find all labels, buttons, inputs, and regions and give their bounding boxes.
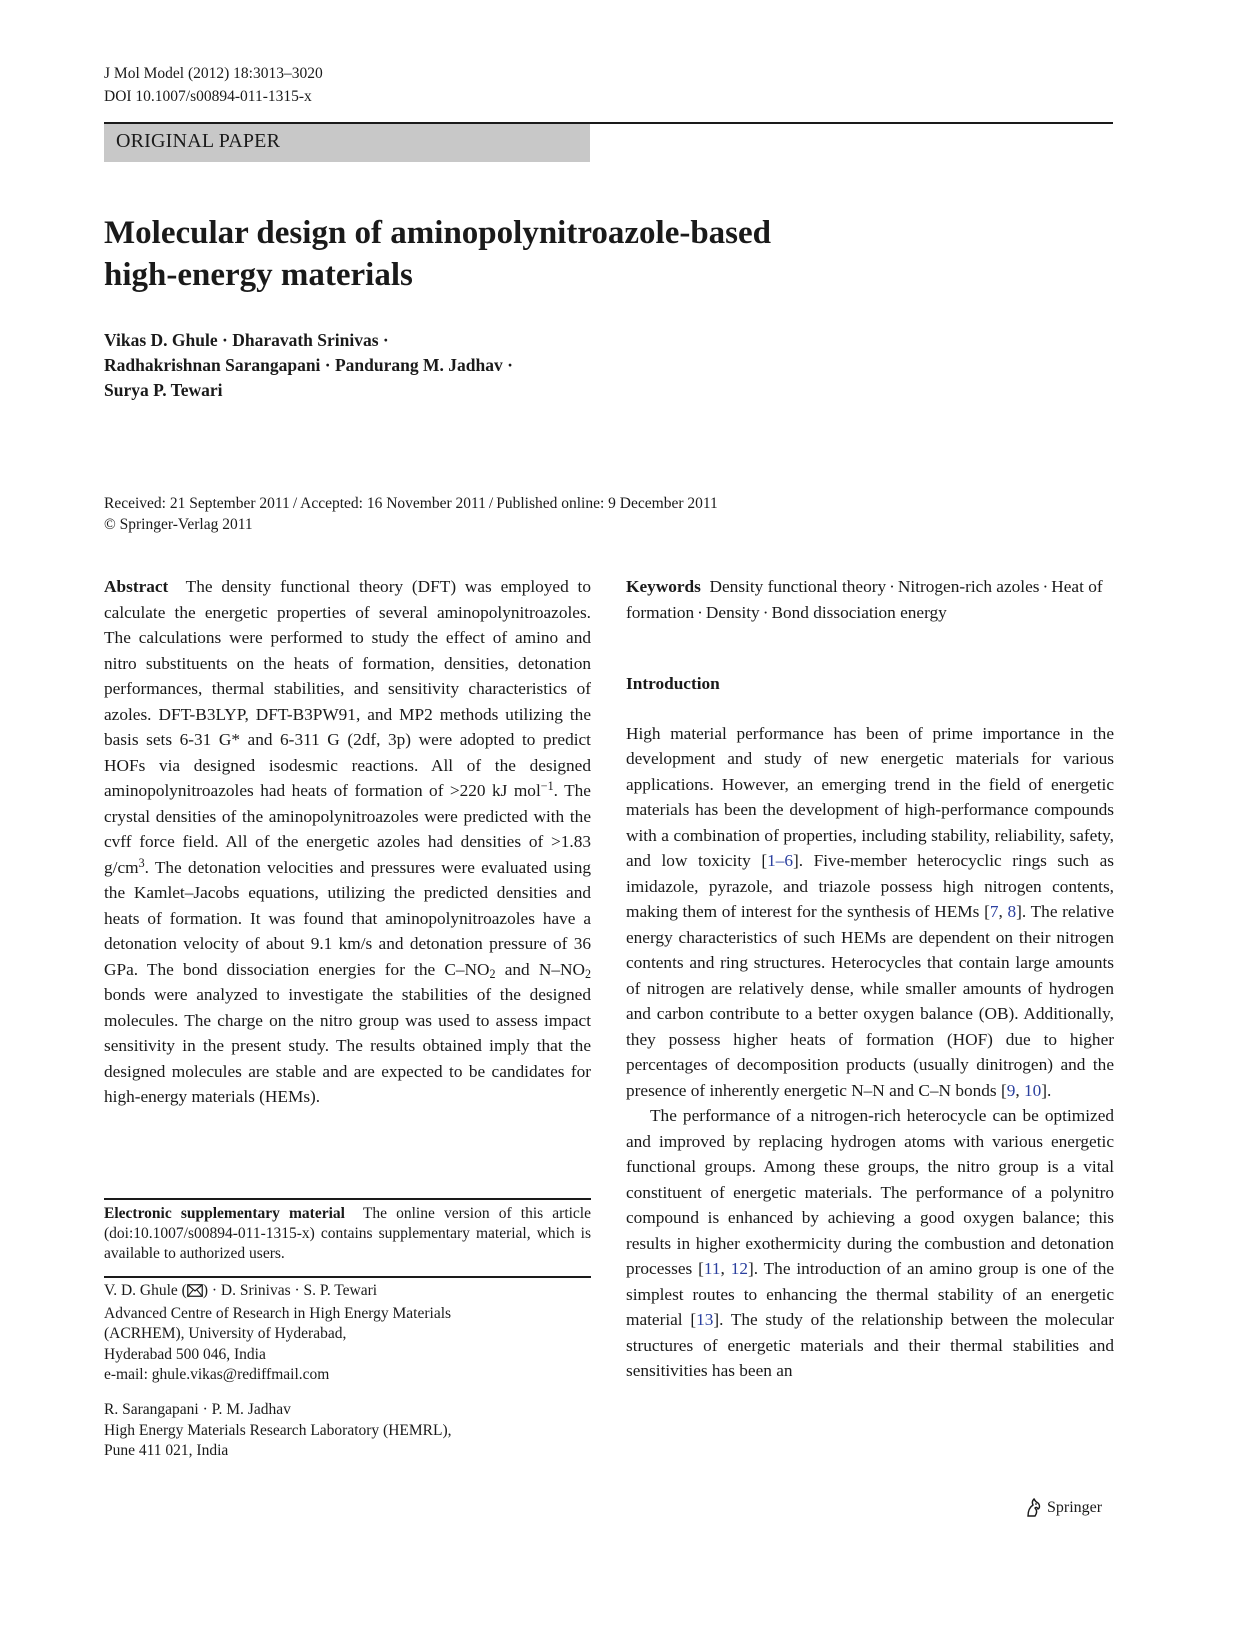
keyword: Nitrogen-rich azoles bbox=[897, 577, 1040, 596]
keywords-label: Keywords bbox=[626, 577, 701, 596]
citation-link[interactable]: 10 bbox=[1024, 1080, 1042, 1100]
supplementary-label: Electronic supplementary material bbox=[104, 1205, 345, 1222]
authors-line-1: Vikas D. Ghule · Dharavath Srinivas · bbox=[104, 330, 389, 350]
email[interactable]: e-mail: ghule.vikas@rediffmail.com bbox=[104, 1366, 330, 1383]
publication-dates bbox=[104, 493, 718, 535]
supplementary-rule bbox=[104, 1198, 591, 1200]
citation-link[interactable]: 11 bbox=[703, 1259, 721, 1278]
paper-title bbox=[104, 212, 1004, 296]
affiliation-2: R. Sarangapani · P. M. Jadhav High Energy Materials Research Laboratory (HEMRL), Pune 411 021, India bbox=[104, 1401, 452, 1459]
introduction-heading: Introduction bbox=[626, 674, 720, 693]
publisher-logo bbox=[1024, 1498, 1102, 1518]
date-separator: / bbox=[488, 495, 494, 512]
keywords: Keywords Density functional theory · Nitrogen-rich azoles · Heat of formation · Density · Bond dissociation energy bbox=[626, 577, 1103, 622]
intro-paragraph-2: The performance of a nitrogen-rich heterocycle can be optimized and improved by replacing hydrogen atoms with various energetic functional groups. Among these groups, the nitro group is a vital constituent of energetic materials. The performance of a polynitro compound is enhanced by achieving a good oxygen balance; this results in higher exothermicity during the combustion and detonation processes [11, 12]. The introduction of an amino group is one of the simplest routes to enhancing the thermal stability of an energetic material [13]. The study of the relationship between the molecular structures of energetic materials and their thermal stabilities and sensitivities has been an bbox=[626, 1106, 1115, 1380]
section-label: ORIGINAL PAPER bbox=[116, 130, 281, 152]
authors-line-2: Radhakrishnan Sarangapani · Pandurang M. Jadhav · bbox=[104, 355, 513, 375]
supplementary-text: The online version of this article (doi:10.1007/s00894-011-1315-x) contains supplementary material, which is available to authorized users. bbox=[104, 1205, 591, 1262]
citation-link[interactable]: 7 bbox=[989, 902, 999, 921]
abstract-column bbox=[104, 574, 591, 1110]
citation-link[interactable]: 9 bbox=[1006, 1080, 1016, 1100]
accepted-date: Accepted: 16 November 2011 bbox=[300, 495, 486, 512]
title-line-2: high-energy materials bbox=[104, 257, 413, 293]
citation-link[interactable]: 12 bbox=[730, 1259, 748, 1278]
keyword: Density functional theory bbox=[709, 577, 887, 596]
journal-citation: J Mol Model (2012) 18:3013–3020 bbox=[104, 65, 323, 82]
keyword: Density bbox=[705, 602, 760, 622]
affiliation-rule bbox=[104, 1276, 591, 1278]
title-line-1: Molecular design of aminopolynitroazole-based bbox=[104, 215, 772, 251]
right-column bbox=[626, 574, 1114, 1384]
keyword: Bond dissociation energy bbox=[771, 602, 947, 622]
citation-link[interactable]: 1–6 bbox=[767, 851, 793, 870]
date-separator: / bbox=[292, 495, 298, 512]
envelope-icon[interactable] bbox=[187, 1283, 203, 1304]
affiliation-1: V. D. Ghule ( ) · D. Srinivas · S. P. Tewari Advanced Centre of Research in High Energy Materials (ACRHEM), University of Hyderabad, Hyderabad 500 046, India e-mail: ghule.vikas@rediffmail.com bbox=[104, 1281, 591, 1386]
authors-line-3: Surya P. Tewari bbox=[104, 380, 223, 400]
copyright: © Springer-Verlag 2011 bbox=[104, 516, 253, 533]
journal-doi: DOI 10.1007/s00894-011-1315-x bbox=[104, 88, 312, 105]
springer-horse-icon bbox=[1024, 1498, 1042, 1518]
author-list bbox=[104, 328, 513, 403]
section-band bbox=[104, 124, 590, 162]
publisher-name: Springer bbox=[1047, 1499, 1103, 1516]
received-date: Received: 21 September 2011 bbox=[104, 495, 290, 512]
intro-paragraph-1: High material performance has been of prime importance in the development and study of new energetic materials for various applications. However, an emerging trend in the field of energetic materials has been the development of high-performance compounds with a combination of properties, including stability, reliability, safety, and low toxicity [1–6]. Five-member heterocyclic rings such as imidazole, pyrazole, and triazole possess high nitrogen contents, making them of interest for the synthesis of HEMs [7, 8]. The relative energy characteristics of such HEMs are dependent on their nitrogen contents and ring structures. Heterocycles that contain large amounts of nitrogen are relatively dense, while smaller amounts of hydrogen and carbon contribute to a better oxygen balance (OB). Additionally, they possess higher heats of formation (HOF) due to higher percentages of decomposition products (usually dinitrogen) and the presence of inherently energetic N–N and C–N bonds [9, 10]. bbox=[626, 723, 1114, 1100]
keyword: Heat of formation bbox=[626, 577, 1103, 622]
citation-link[interactable]: 13 bbox=[696, 1310, 714, 1329]
published-date: Published online: 9 December 2011 bbox=[496, 495, 718, 512]
abstract: Abstract The density functional theory (DFT) was employed to calculate the energetic properties of several aminopolynitroazoles. The calculations were performed to study the effect of amino and nitro substituents on the heats of formation, densities, detonation performances, thermal stabilities, and sensitivity characteristics of azoles. DFT-B3LYP, DFT-B3PW91, and MP2 methods utilizing the basis sets 6-31 G* and 6-311 G (2df, 3p) were adopted to predict HOFs via designed isodesmic reactions. All of the designed aminopolynitroazoles had heats of formation of >220 kJ mol$^{-1}$. The crystal densities of the aminopolynitroazoles were predicted with the cvff force field. All of the energetic azoles had densities of >1.83 $g/cm^3$. The detonation velocities and pressures were evaluated using the Kamlet–Jacobs equations, utilizing the predicted densities and heats of formation. It was found that aminopolynitroazoles have a detonation velocity of about 9.1 km/s and detonation pressure of 36 GPa. The bond dissociation energies for the $C-NO_2$ and $N-NO_2$ bonds were analyzed to investigate the stabilities of the designed molecules. The charge on the nitro group was used to assess impact sensitivity in the present study. The results obtained imply that the designed molecules are stable and are expected to be candidates for high-energy materials (HEMs). bbox=[104, 577, 591, 1106]
journal-header bbox=[104, 62, 323, 108]
citation-link[interactable]: 8 bbox=[1007, 902, 1017, 921]
abstract-label: Abstract bbox=[104, 577, 169, 596]
supplementary-note bbox=[104, 1204, 591, 1264]
